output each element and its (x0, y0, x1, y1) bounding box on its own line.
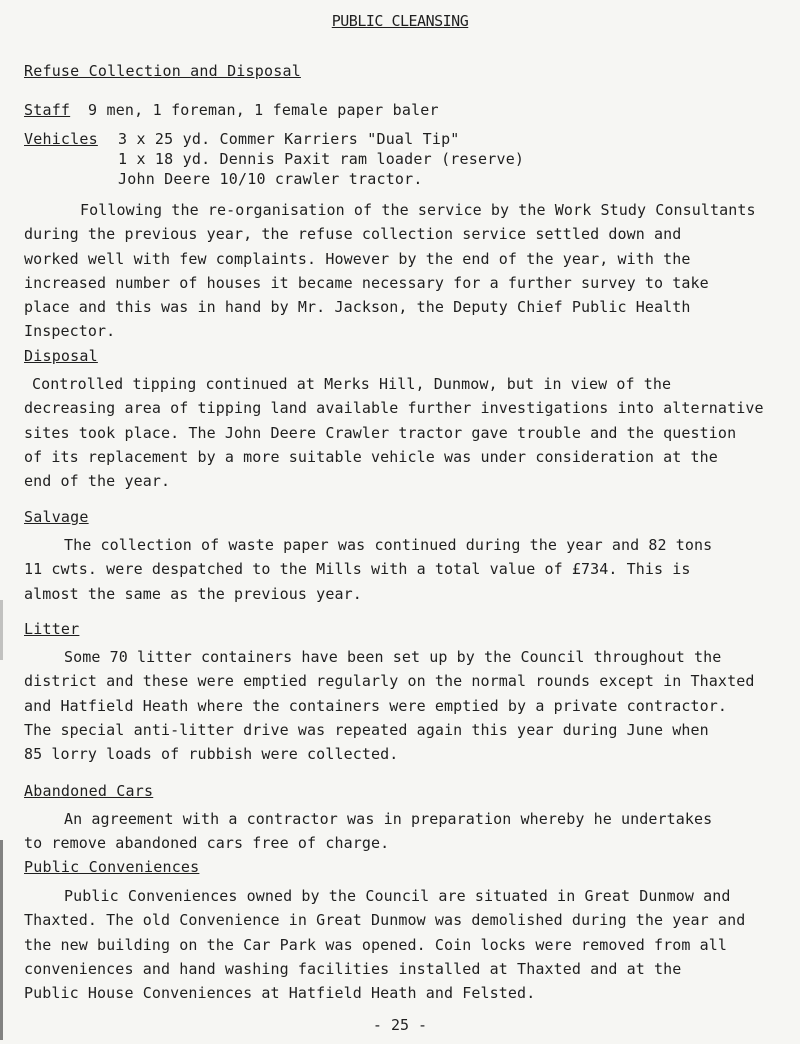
paragraph-line: worked well with few complaints. However by the end of the year, with the (24, 249, 691, 268)
paragraph-line: 11 cwts. were despatched to the Mills with a total value of £734. This is (24, 560, 691, 579)
intro-paragraph (24, 198, 794, 344)
section-heading-refuse: Refuse Collection and Disposal (24, 62, 301, 80)
staff-label-text: Staff (24, 101, 71, 119)
disposal-heading: Disposal (24, 347, 98, 365)
paragraph-line: district and these were emptied regularly on the normal rounds except in Thaxted (24, 672, 755, 691)
paragraph-line: Public Conveniences owned by the Council are situated in Great Dunmow and (64, 887, 731, 905)
paragraph-line: 85 lorry loads of rubbish were collected. (24, 745, 399, 764)
abandoned-cars-paragraph (24, 807, 794, 856)
paragraph-line: decreasing area of tipping land available further investigations into alternative (24, 399, 764, 418)
paragraph-line: the new building on the Car Park was opened. Coin locks were removed from all (24, 935, 728, 954)
paragraph-line: An agreement with a contractor was in preparation whereby he undertakes (64, 810, 713, 828)
paragraph-line: to remove abandoned cars free of charge. (24, 834, 390, 853)
paragraph-line: during the previous year, the refuse collection service settled down and (24, 225, 682, 244)
paragraph-line: and Hatfield Heath where the containers were emptied by a private contractor. (24, 696, 728, 715)
paragraph-line: almost the same as the previous year. (24, 584, 362, 603)
paragraph-line: place and this was in hand by Mr. Jackson, the Deputy Chief Public Health (24, 298, 691, 317)
abandoned-cars-heading: Abandoned Cars (24, 782, 154, 800)
paragraph-line: sites took place. The John Deere Crawler tractor gave trouble and the question (24, 423, 737, 442)
staff-value: 9 men, 1 foreman, 1 female paper baler (88, 101, 439, 119)
paragraph-line: Following the re-organisation of the service by the Work Study Consultants (80, 201, 756, 219)
disposal-paragraph (24, 372, 794, 493)
paragraph-line: Controlled tipping continued at Merks Hill, Dunmow, but in view of the (32, 375, 672, 393)
public-conveniences-paragraph (24, 884, 794, 1005)
staff-label (24, 101, 70, 119)
vehicles-label (24, 130, 98, 148)
paragraph-line: increased number of houses it became necessary for a further survey to take (24, 273, 709, 292)
paragraph-line: Thaxted. The old Convenience in Great Dunmow was demolished during the year and (24, 911, 746, 930)
vehicle-line: 3 x 25 yd. Commer Karriers "Dual Tip" (118, 130, 460, 148)
paragraph-line: The collection of waste paper was continued during the year and 82 tons (64, 536, 713, 554)
litter-paragraph (24, 645, 794, 766)
paragraph-line: Public House Conveniences at Hatfield Heath and Felsted. (24, 984, 536, 1003)
paragraph-line: Some 70 litter containers have been set up by the Council throughout the (64, 648, 722, 666)
litter-heading: Litter (24, 620, 80, 638)
vehicle-line: 1 x 18 yd. Dennis Paxit ram loader (reserve) (118, 150, 525, 168)
salvage-heading: Salvage (24, 508, 89, 526)
vehicle-line: John Deere 10/10 crawler tractor. (118, 170, 423, 188)
paragraph-line: Inspector. (24, 322, 116, 341)
scan-edge-mark (0, 840, 3, 1040)
vehicles-label-text: Vehicles (24, 130, 98, 148)
page-title: PUBLIC CLEANSING (331, 12, 469, 30)
salvage-paragraph (24, 533, 794, 606)
page-number: - 25 - (372, 1016, 428, 1034)
scan-edge-mark (0, 600, 3, 660)
paragraph-line: of its replacement by a more suitable vehicle was under consideration at the (24, 447, 718, 466)
public-conveniences-heading: Public Conveniences (24, 858, 200, 876)
paragraph-line: conveniences and hand washing facilities installed at Thaxted and at the (24, 959, 682, 978)
paragraph-line: end of the year. (24, 472, 171, 491)
paragraph-line: The special anti-litter drive was repeated again this year during June when (24, 720, 709, 739)
